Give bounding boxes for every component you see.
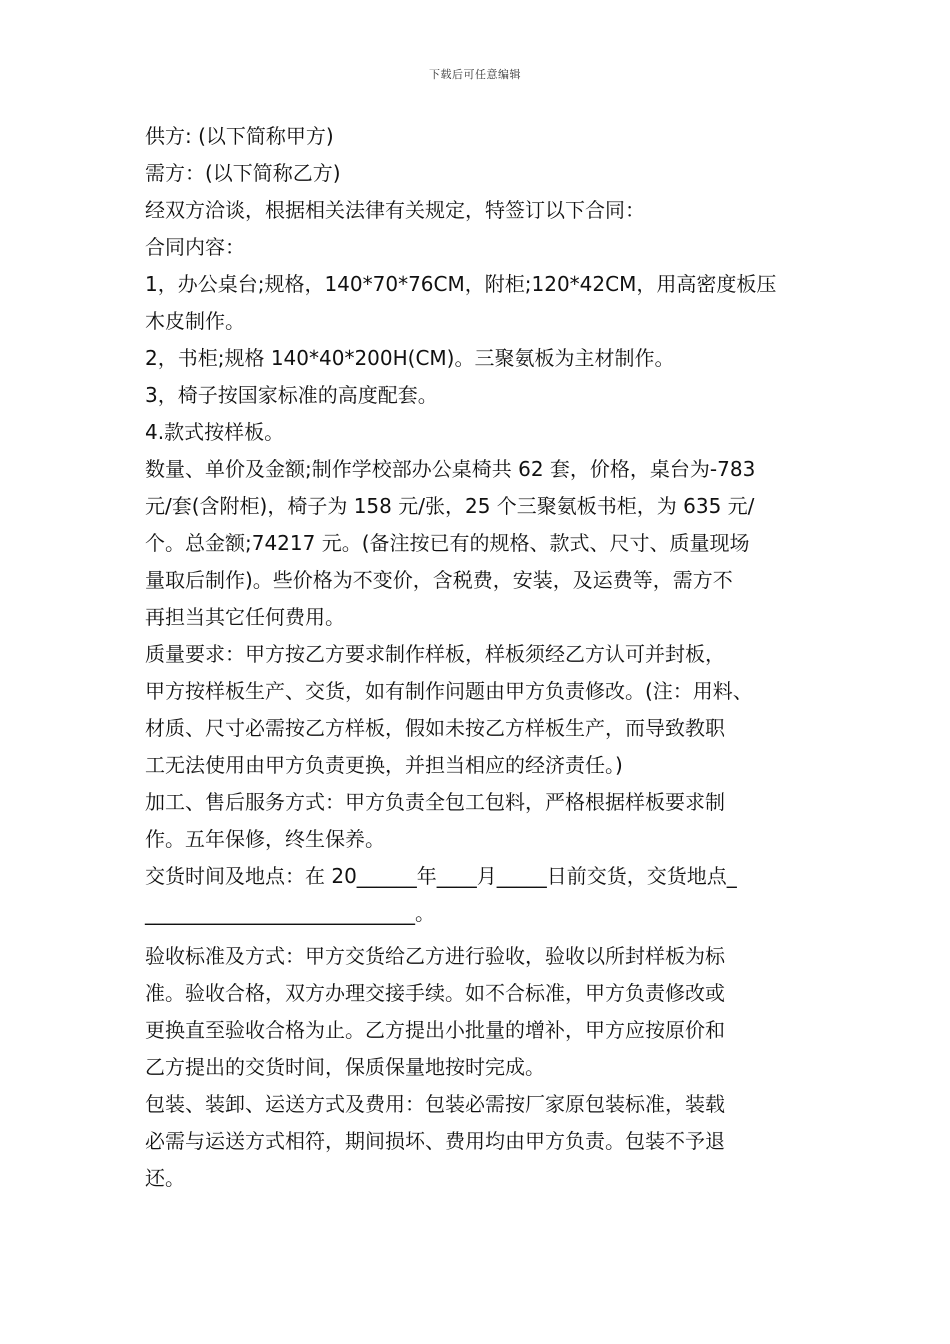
contract-body	[145, 118, 813, 1197]
quality-line-1: 质量要求：甲方按乙方要求制作样板，样板须经乙方认可并封板，	[145, 642, 725, 666]
acceptance-line-3: 更换直至验收合格为止。乙方提出小批量的增补，甲方应按原价和	[145, 1018, 725, 1042]
quality-line-3: 材质、尺寸必需按乙方样板，假如未按乙方样板生产，而导致教职	[145, 716, 725, 740]
page-header: 下载后可任意编辑	[429, 68, 521, 81]
item-2-line: 2，书柜;规格 140*40*200H(CM)。三聚氨板为主材制作。	[145, 346, 675, 370]
packaging-line-3: 还。	[145, 1166, 185, 1190]
acceptance-line-1: 验收标准及方式：甲方交货给乙方进行验收，验收以所封样板为标	[145, 944, 725, 968]
quality-line-4: 工无法使用由甲方负责更换，并担当相应的经济责任。)	[145, 753, 623, 777]
acceptance-line-4: 乙方提出的交货时间，保质保量地按时完成。	[145, 1055, 545, 1079]
quantity-price-line-1: 数量、单价及金额;制作学校部办公桌椅共 62 套，价格，桌台为-783	[145, 457, 756, 481]
quantity-price-line-5: 再担当其它任何费用。	[145, 605, 345, 629]
packaging-line-2: 必需与运送方式相符，期间损坏、费用均由甲方负责。包装不予退	[145, 1129, 725, 1153]
quality-line-2: 甲方按样板生产、交货，如有制作问题由甲方负责修改。(注：用料、	[145, 679, 753, 703]
quantity-price-line-3: 个。总金额;74217 元。(备注按已有的规格、款式、尺寸、质量现场	[145, 531, 750, 555]
quantity-price-line-4: 量取后制作)。些价格为不变价，含税费，安装，及运费等，需方不	[145, 568, 733, 592]
service-line-2: 作。五年保修，终生保养。	[145, 827, 385, 851]
item-4-line: 4.款式按样板。	[145, 420, 285, 444]
item-1-line-2: 木皮制作。	[145, 309, 245, 333]
delivery-line-1: 交货时间及地点：在 20______年____月_____日前交货，交货地点_	[145, 864, 737, 888]
item-3-line: 3，椅子按国家标准的高度配套。	[145, 383, 438, 407]
service-line-1: 加工、售后服务方式：甲方负责全包工包料，严格根据样板要求制	[145, 790, 725, 814]
supplier-line: 供方: (以下简称甲方)	[145, 124, 334, 148]
intro-line: 经双方洽谈，根据相关法律有关规定，特签订以下合同：	[145, 198, 645, 222]
item-1-line-1: 1，办公桌台;规格，140*70*76CM，附柜;120*42CM，用高密度板压	[145, 272, 777, 296]
contents-heading: 合同内容：	[145, 235, 245, 259]
acceptance-line-2: 准。验收合格，双方办理交接手续。如不合标准，甲方负责修改或	[145, 981, 725, 1005]
buyer-line: 需方：(以下简称乙方)	[145, 161, 341, 185]
delivery-line-2: ___________________________。	[145, 901, 435, 925]
packaging-line-1: 包装、装卸、运送方式及费用：包装必需按厂家原包装标准，装载	[145, 1092, 725, 1116]
quantity-price-line-2: 元/套(含附柜)，椅子为 158 元/张，25 个三聚氨板书柜，为 635 元/	[145, 494, 755, 518]
